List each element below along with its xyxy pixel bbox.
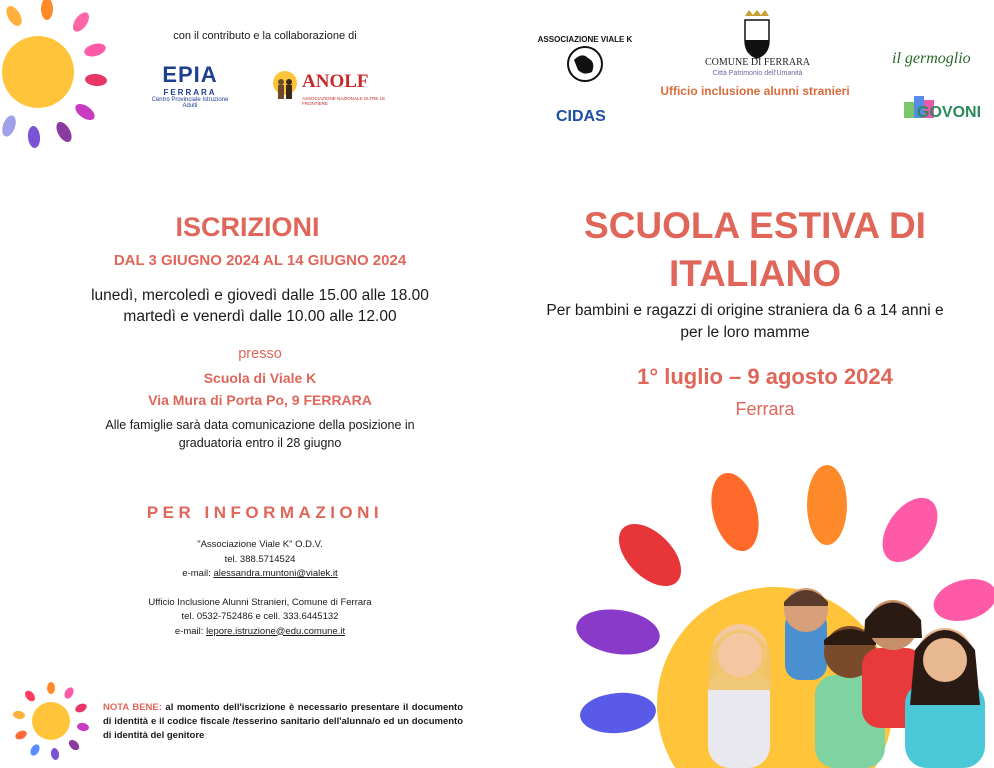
epia-logo-sub: Centro Provinciale Istruzione Adulti — [151, 97, 229, 109]
famiglie-notice — [60, 416, 460, 452]
ufficio-name: Ufficio Inclusione Alunni Stranieri, Comune di Ferrara — [148, 596, 372, 608]
ufficio-inclusione-title: Ufficio inclusione alunni stranieri — [660, 84, 850, 98]
ferrara-coat-of-arms-icon — [741, 10, 773, 58]
orari-line-1: lunedì, mercoledì e giovedì dalle 15.00 alle 18.00 — [91, 287, 429, 304]
scuola-name: Scuola di Viale K — [203, 370, 317, 386]
page-title — [560, 202, 950, 298]
ufficio-email-label: e-mail: — [174, 625, 207, 637]
germoglio-logo: il germoglio — [892, 50, 971, 67]
ufficio-tel: tel. 0532-752486 e cell. 333.6445132 — [181, 611, 339, 622]
viale-k-logo-text: ASSOCIAZIONE VIALE K — [537, 35, 633, 44]
orari — [60, 285, 460, 327]
orari-line-2: martedì e venerdì dalle 10.00 alle 12.00 — [123, 308, 397, 325]
nota-bene-text: al momento dell'iscrizione è necessario presentare il documento di identità e il codice fiscale /tesserino sanitario dell'alunna/o ed un documento di identità del genitore — [103, 702, 463, 741]
epia-logo-name: EPIA — [162, 62, 218, 87]
anolf-logo-sub: ASSOCIAZIONE NAZIONALE OLTRE LE FRONTIERE — [302, 96, 386, 106]
assoc-email-line — [90, 567, 430, 582]
anolf-figures-icon — [272, 68, 298, 110]
comune-logo-sub: Città Patrimonio dell'Umanità — [712, 70, 803, 77]
anolf-logo — [272, 66, 387, 116]
contributo-text: con il contributo e la collaborazione di — [173, 30, 357, 42]
viale-k-logo — [537, 28, 633, 94]
iscrizioni-heading: ISCRIZIONI — [175, 212, 320, 242]
epia-logo — [150, 62, 230, 112]
course-dates: 1° luglio – 9 agosto 2024 — [637, 364, 893, 389]
sun-bottom-left-illustration — [10, 680, 92, 762]
target-line-2: per le loro mamme — [680, 324, 810, 341]
assoc-email-label: e-mail: — [182, 568, 214, 579]
famiglie-line-2: graduatoria entro il 28 giugno — [178, 436, 342, 450]
ufficio-email-line — [90, 625, 430, 640]
assoc-name: "Associazione Viale K" O.D.V. — [197, 539, 323, 550]
famiglie-line-1: Alle famiglie sarà data comunicazione della posizione in — [105, 418, 415, 432]
nota-bene-label: NOTA BENE: — [103, 702, 162, 713]
presso-label: presso — [238, 346, 282, 362]
ufficio-email-link[interactable]: lepore.istruzione@edu.comune.it — [206, 625, 346, 637]
cidas-logo: CIDAS — [556, 108, 606, 125]
child-1-figure — [708, 624, 772, 768]
title-line-2: ITALIANO — [669, 253, 841, 294]
per-informazioni-heading: PER INFORMAZIONI — [146, 503, 384, 522]
scuola-address — [120, 367, 400, 411]
anolf-logo-name: ANOLF — [302, 71, 369, 92]
target-audience — [510, 300, 980, 344]
nota-bene — [103, 701, 463, 743]
assoc-tel: tel. 388.5714524 — [224, 553, 296, 565]
course-city: Ferrara — [735, 399, 795, 419]
title-line-1: SCUOLA ESTIVA DI — [584, 205, 926, 246]
child-2-figure — [784, 588, 828, 680]
target-line-1: Per bambini e ragazzi di origine straniera da 6 a 14 anni e — [546, 302, 944, 319]
epia-logo-city: FERRARA — [163, 88, 217, 97]
contatti-block — [90, 538, 430, 639]
scuola-indirizzo: Via Mura di Porta Po, 9 FERRARA — [148, 392, 372, 408]
iscrizioni-dates: DAL 3 GIUGNO 2024 AL 14 GIUGNO 2024 — [113, 252, 407, 269]
children-sun-illustration — [560, 460, 994, 768]
child-5-figure — [905, 628, 985, 768]
comune-logo-name: COMUNE DI FERRARA — [704, 57, 810, 68]
sun-top-left-illustration — [0, 0, 115, 150]
assoc-email-link[interactable]: alessandra.muntoni@vialek.it — [213, 568, 338, 579]
govoni-logo: GOVONI — [917, 104, 982, 121]
